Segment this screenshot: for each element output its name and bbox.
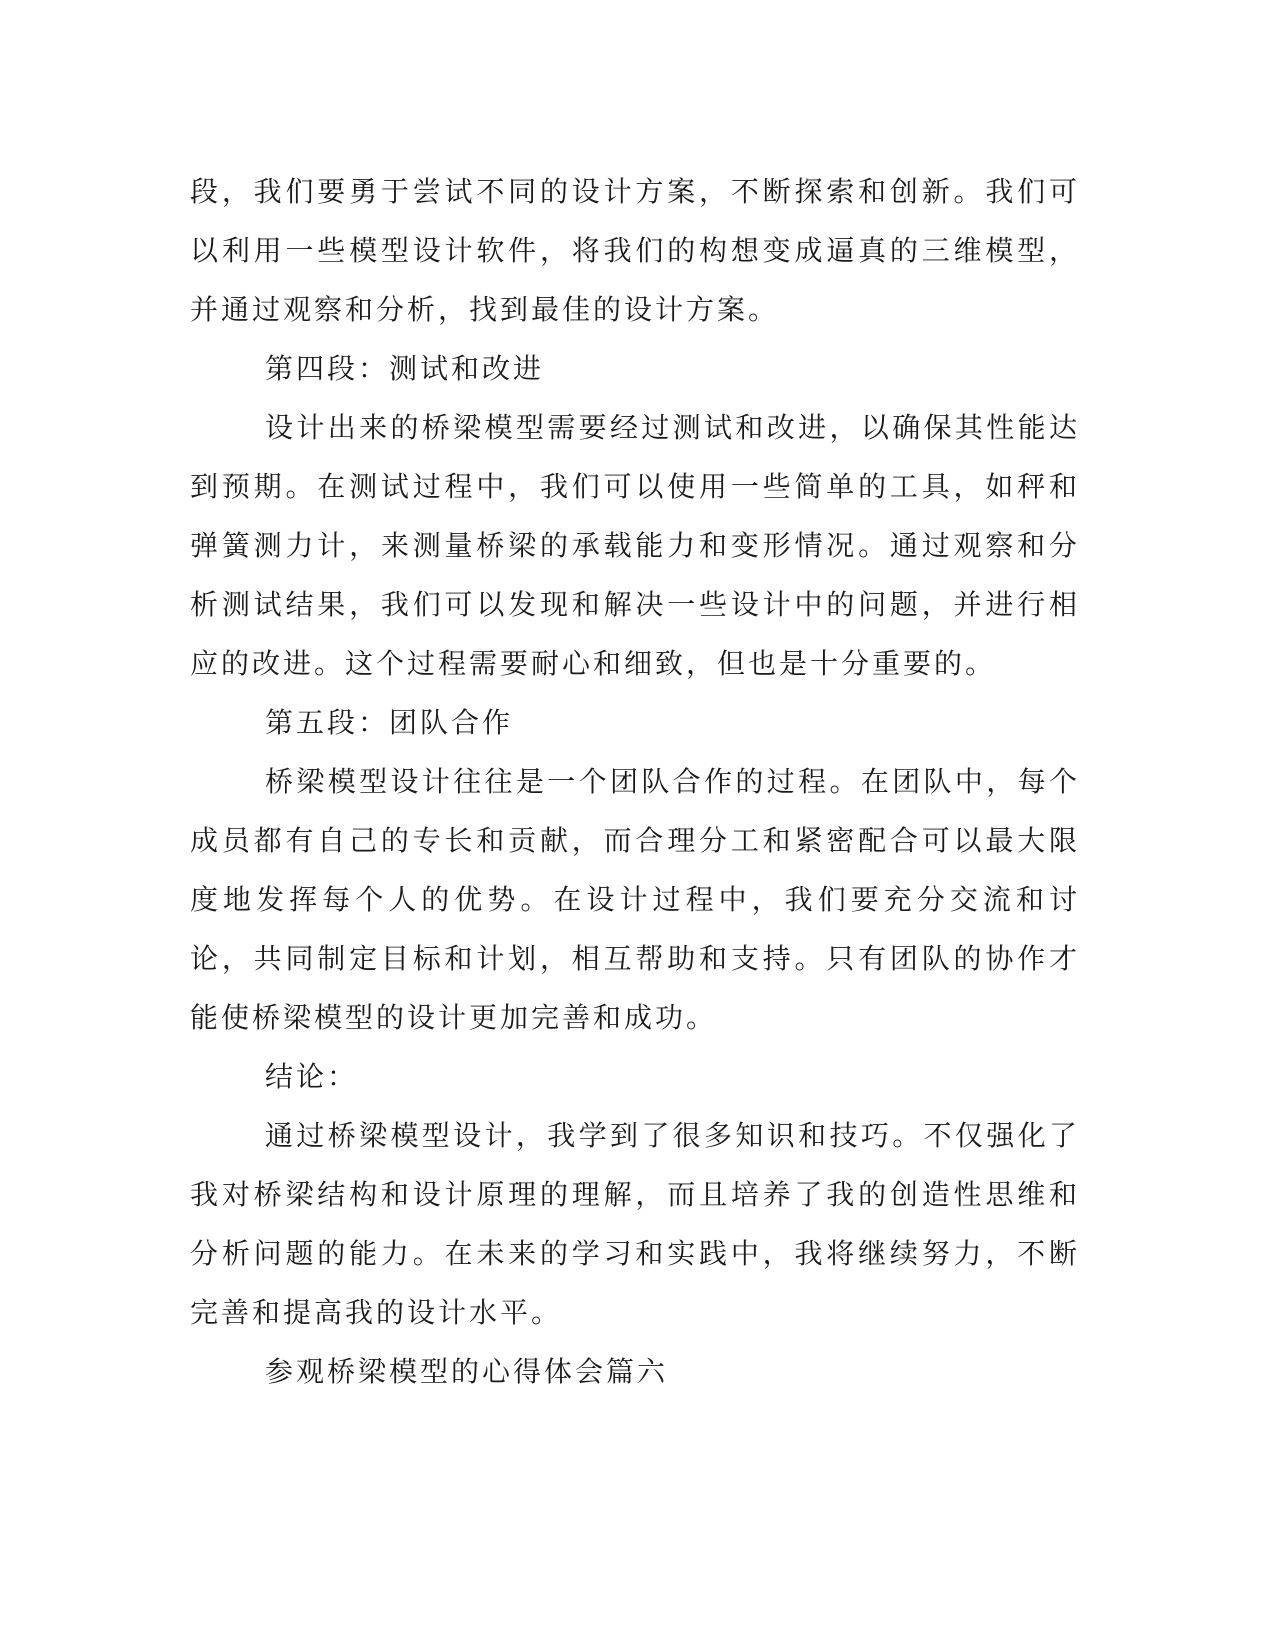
paragraph-teamwork: 桥梁模型设计往往是一个团队合作的过程。在团队中，每个成员都有自己的专长和贡献，而合理分工和紧密配合可以最大限度地发挥每个人的优势。在设计过程中，我们要充分交流和讨论，共同制定目标和计划，相互帮助和支持。只有团队的协作才能使桥梁模型的设计更加完善和成功。 bbox=[190, 765, 1080, 1034]
paragraph-testing: 设计出来的桥梁模型需要经过测试和改进，以确保其性能达到预期。在测试过程中，我们可以使用一些简单的工具，如秤和弹簧测力计，来测量桥梁的承载能力和变形情况。通过观察和分析测试结果，我们可以发现和解决一些设计中的问题，并进行相应的改进。这个过程需要耐心和细致，但也是十分重要的。 bbox=[190, 411, 1080, 680]
section-heading-5: 第五段：团队合作 bbox=[265, 706, 514, 739]
document-body bbox=[190, 162, 1080, 1401]
article-title-part-6: 参观桥梁模型的心得体会篇六 bbox=[265, 1355, 669, 1388]
section-heading-4: 第四段：测试和改进 bbox=[265, 352, 545, 385]
conclusion-heading: 结论： bbox=[265, 1060, 359, 1093]
paragraph-conclusion: 通过桥梁模型设计，我学到了很多知识和技巧。不仅强化了我对桥梁结构和设计原理的理解，而且培养了我的创造性思维和分析问题的能力。在未来的学习和实践中，我将继续努力，不断完善和提高我的设计水平。 bbox=[190, 1119, 1080, 1329]
paragraph-continuation: 段，我们要勇于尝试不同的设计方案，不断探索和创新。我们可以利用一些模型设计软件，将我们的构想变成逼真的三维模型，并通过观察和分析，找到最佳的设计方案。 bbox=[190, 175, 1080, 326]
